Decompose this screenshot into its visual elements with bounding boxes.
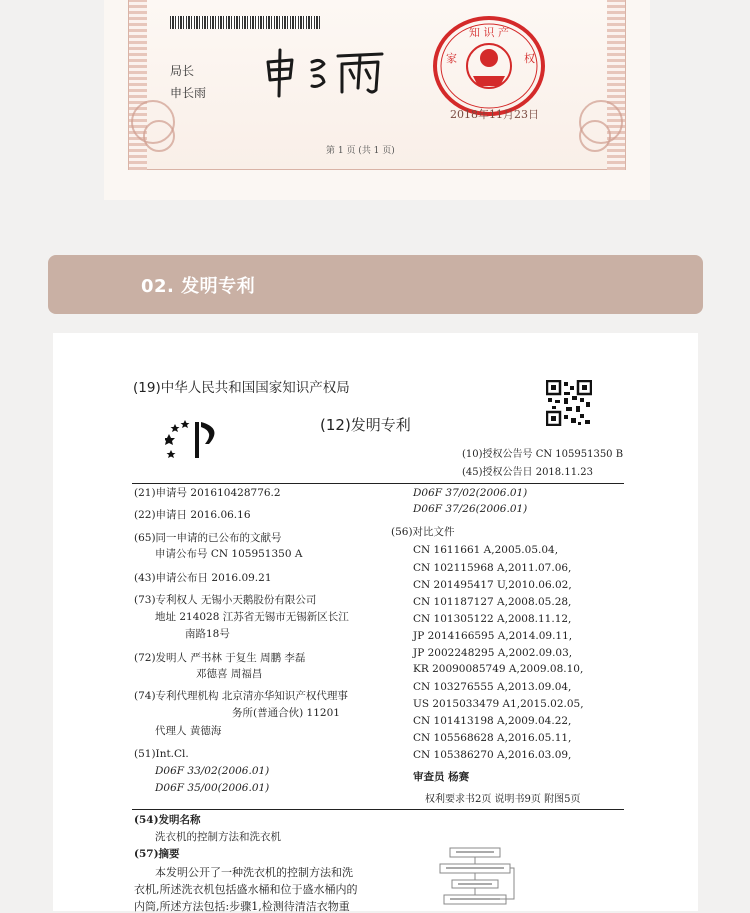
- patent-agent: 代理人 黄德海: [155, 725, 222, 737]
- director-name: 申长雨: [170, 86, 207, 100]
- cited-document: CN 103276555 A,2013.09.04,: [413, 681, 572, 693]
- svg-text:知 识 产: 知 识 产: [469, 26, 509, 39]
- document-type: (12)发明专利: [320, 416, 411, 434]
- application-number: (21)申请号 201610428776.2: [134, 487, 281, 499]
- examiner: 审查员 杨赛: [413, 771, 470, 783]
- header-rule: [132, 483, 624, 484]
- prior-documents-value: 申请公布号 CN 105951350 A: [155, 548, 303, 560]
- official-seal: [430, 14, 548, 120]
- patent-office: (19)中华人民共和国国家知识产权局: [133, 380, 350, 396]
- application-publication-date: (43)申请公布日 2016.09.21: [134, 572, 272, 584]
- patentee-address-line2: 南路18号: [185, 628, 230, 640]
- abstract-line: 本发明公开了一种洗衣机的控制方法和洗: [155, 866, 353, 879]
- patentee-address-line1: 地址 214028 江苏省无锡市无锡新区长江: [155, 611, 349, 623]
- intcl-label: (51)Int.Cl.: [134, 748, 189, 760]
- director-title: 局长: [170, 64, 195, 78]
- inventors-line2: 邓德喜 周福昌: [196, 668, 263, 680]
- page-counts: 权利要求书2页 说明书9页 附图5页: [425, 794, 581, 805]
- application-date: (22)申请日 2016.06.16: [134, 509, 251, 521]
- cited-documents-label: (56)对比文件: [391, 526, 455, 538]
- patent-agency-line2: 务所(普通合伙) 11201: [232, 707, 340, 719]
- certificate-page-footer: 第 1 页 (共 1 页): [326, 146, 395, 156]
- cited-document: CN 1611661 A,2005.05.04,: [413, 544, 559, 556]
- cited-document: US 2015033479 A1,2015.02.05,: [413, 698, 584, 710]
- cited-document: JP 2014166595 A,2014.09.11,: [413, 630, 573, 642]
- cited-document: CN 101413198 A,2009.04.22,: [413, 715, 572, 727]
- section-rule: [132, 809, 624, 810]
- certificate-border-right: [607, 0, 625, 170]
- barcode: [170, 16, 320, 29]
- cited-document: CN 102115968 A,2011.07.06,: [413, 562, 572, 574]
- qr-code-icon: [546, 380, 592, 426]
- abstract-line: 内筒,所述方法包括:步骤1,检测待清洁衣物重: [134, 900, 350, 913]
- intcl-item: D06F 35/00(2006.01): [155, 782, 270, 794]
- prior-documents-label: (65)同一申请的已公布的文献号: [134, 532, 282, 544]
- cited-document: KR 20090085749 A,2009.08.10,: [413, 663, 584, 675]
- section-title: 02. 发明专利: [141, 276, 256, 297]
- cited-document: CN 101305122 A,2008.11.12,: [413, 613, 572, 625]
- certificate-date: 2018年11月23日: [450, 108, 539, 121]
- inventors-line1: (72)发明人 严书林 于复生 周鹏 李磊: [134, 652, 306, 664]
- certificate-border-left: [129, 0, 147, 170]
- cited-document: CN 105568628 A,2016.05.11,: [413, 732, 572, 744]
- abstract-line: 衣机,所述洗衣机包括盛水桶和位于盛水桶内的: [134, 883, 358, 896]
- cited-document: CN 201495417 U,2010.06.02,: [413, 579, 572, 591]
- abstract-label: (57)摘要: [134, 848, 180, 860]
- cited-document: CN 101187127 A,2008.05.28,: [413, 596, 572, 608]
- invention-title-label: (54)发明名称: [134, 814, 201, 826]
- grant-publication-date: (45)授权公告日 2018.11.23: [462, 467, 593, 478]
- svg-text:权: 权: [524, 52, 535, 65]
- intcl-item: D06F 37/02(2006.01): [413, 487, 528, 499]
- intcl-item: D06F 33/02(2006.01): [155, 765, 270, 777]
- abstract-flowchart-figure: [430, 840, 520, 911]
- patent-agency-line1: (74)专利代理机构 北京清亦华知识产权代理事: [134, 690, 348, 702]
- handwritten-signature: [262, 48, 392, 98]
- ornament-swirl: [579, 120, 611, 152]
- intcl-item: D06F 37/26(2006.01): [413, 503, 528, 515]
- patent-office-logo: [165, 416, 225, 460]
- ornament-swirl: [143, 120, 175, 152]
- cited-document: JP 2002248295 A,2002.09.03,: [413, 647, 573, 659]
- patentee: (73)专利权人 无锡小天鹅股份有限公司: [134, 594, 317, 606]
- invention-title: 洗衣机的控制方法和洗衣机: [155, 831, 281, 843]
- svg-text:家: 家: [446, 52, 457, 65]
- cited-document: CN 105386270 A,2016.03.09,: [413, 749, 572, 761]
- grant-publication-number: (10)授权公告号 CN 105951350 B: [462, 449, 624, 460]
